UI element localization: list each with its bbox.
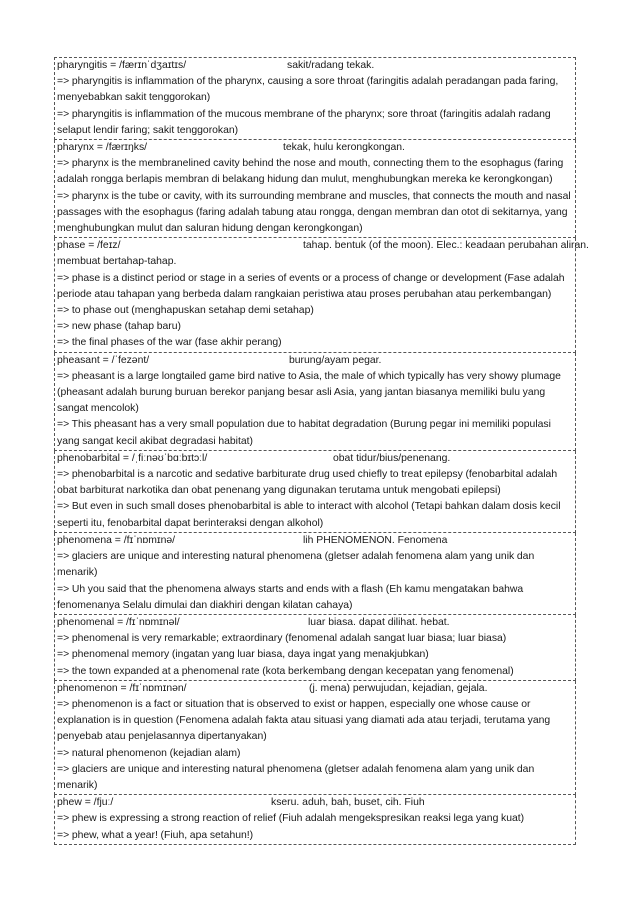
example-line: => phenomenal memory (ingatan yang luar biasa, daya ingat yang menakjubkan) — [57, 649, 429, 661]
headword: pharynx = /færɪŋks/ — [57, 142, 148, 154]
example-line: => natural phenomenon (kejadian alam) — [57, 747, 241, 759]
definition: luar biasa. dapat dilihat. hebat. — [308, 616, 450, 628]
example-line: => new phase (tahap baru) — [57, 321, 181, 333]
example-line: => phew is expressing a strong reaction of relief (Fiuh adalah mengekspresikan reaksi lega yang kuat) — [57, 813, 525, 825]
definition: (j. mena) perwujudan, kejadian, gejala. — [309, 682, 488, 694]
headword-line — [57, 795, 573, 811]
dictionary-entry — [54, 533, 576, 615]
example-line: => This pheasant has a very small population due to habitat degradation (Burung pegar ini memiliki populasi yang sangat kecil akibat degradasi habitat) — [57, 419, 551, 447]
definition: burung/ayam pegar. — [289, 354, 382, 366]
example-line: => pheasant is a large longtailed game bird native to Asia, the male of which typically has very showy plumage (pheasant adalah burung buruan berekor panjang besar asli Asia, yang jantan biasanya memiliki bulu yang sangat mencolok) — [57, 370, 561, 415]
headword: pharyngitis = /færɪnˈdʒaɪtɪs/ — [57, 60, 187, 71]
headword: phenomena = /fɪˈnɒmɪnə/ — [57, 534, 176, 546]
definition: sakit/radang tekak. — [287, 60, 375, 71]
example-line: => phenobarbital is a narcotic and sedative barbiturate drug used chiefly to treat epilepsy (fenobarbital adalah obat barbiturat narkotika dan obat penenang yang digunakan terutama untuk mengobati epilepsi) — [57, 469, 558, 497]
definition: obat tidur/bius/penenang. — [333, 452, 451, 464]
dictionary-entry — [54, 615, 576, 681]
headword: phenobarbital = /ˌfiːnəʊˈbɑːbɪtɔːl/ — [57, 452, 208, 464]
example-line: => phenomenal is very remarkable; extraordinary (fenomenal adalah sangat luar biasa; luar biasa) — [57, 633, 507, 645]
definition: lih PHENOMENON. Fenomena — [303, 534, 448, 546]
headword: phew = /fjuː/ — [57, 797, 114, 809]
example-line: => glaciers are unique and interesting natural phenomena (gletser adalah fenomena alam yang unik dan menarik) — [57, 551, 535, 579]
example-line: membuat bertahap-tahap. — [57, 256, 177, 268]
dictionary-entry — [54, 238, 589, 352]
headword-line — [57, 238, 589, 254]
example-line: => the town expanded at a phenomenal rate (kota berkembang dengan kecepatan yang fenomenal) — [57, 665, 514, 677]
definition: kseru. aduh, bah, buset, cih. Fiuh — [271, 797, 425, 809]
definition: tekak, hulu kerongkongan. — [283, 142, 405, 154]
example-line: => Uh you said that the phenomena always starts and ends with a flash (Eh kamu mengatakan bahwa fenomenanya Selalu dimulai dan diakhiri dengan kilatan cahaya) — [57, 583, 524, 611]
example-line: => phase is a distinct period or stage in a series of events or a process of change or development (Fase adalah periode atau tahapan yang berbeda dalam rangkaian peristiwa atau proses perubahan atau perkembangan) — [57, 272, 565, 300]
example-line: => pharynx is the membranelined cavity behind the nose and mouth, connecting them to the esophagus (faring adalah rongga berlapis membran di belakang hidung dan mulut, menghubungkan mereka ke kerongkongan) — [57, 158, 564, 186]
example-line: => to phase out (menghapuskan setahap demi setahap) — [57, 305, 314, 317]
headword: phenomenal = /fɪˈnɒmɪnəl/ — [57, 616, 180, 628]
example-line: => But even in such small doses phenobarbital is able to interact with alcohol (Tetapi bahkan dalam dosis kecil seperti itu, fenobarbital dapat berinteraksi dengan alkohol) — [57, 501, 561, 529]
example-line: => pharyngitis is inflammation of the mucous membrane of the pharynx; sore throat (faringitis adalah radang selaput lendir faring; sakit tenggorokan) — [57, 108, 551, 136]
headword: phenomenon = /fɪˈnɒmɪnən/ — [57, 682, 187, 694]
headword-line — [57, 353, 573, 369]
headword-line — [57, 58, 573, 74]
example-line: => pharyngitis is inflammation of the pharynx, causing a sore throat (faringitis adalah peradangan pada faring, menyebabkan sakit tenggorokan) — [57, 76, 559, 104]
example-line: => phenomenon is a fact or situation that is observed to exist or happen, especially one whose cause or explanation is in question (Fenomena adalah fakta atau situasi yang diamati ada atau terjadi, terutama yang penyebab atau penjelasannya dipertanyakan) — [57, 698, 551, 743]
example-line: => the final phases of the war (fase akhir perang) — [57, 337, 282, 349]
headword-line — [57, 681, 573, 697]
dictionary-entry — [54, 681, 576, 795]
example-line: => pharynx is the tube or cavity, with its surrounding membrane and muscles, that connects the mouth and nasal passages with the esophagus (faring adalah tabung atau rongga, dengan membran dan otot di sekitarnya, yang menghubungkan mulut dan saluran hidung dengan kerongkongan) — [57, 190, 571, 235]
headword: pheasant = /ˈfezənt/ — [57, 354, 150, 366]
dictionary-entry — [54, 57, 576, 140]
dictionary-entry — [54, 451, 576, 533]
dictionary-entry — [54, 795, 576, 845]
dictionary-entry — [54, 353, 576, 451]
example-line: => phew, what a year! (Fiuh, apa setahun!) — [57, 829, 254, 841]
definition: tahap. bentuk (of the moon). Elec.: keadaan perubahan aliran. — [303, 240, 589, 252]
dictionary-entry — [54, 140, 576, 238]
headword-line — [57, 140, 573, 156]
headword-line — [57, 451, 573, 467]
dictionary-page — [54, 57, 589, 845]
headword-line — [57, 533, 573, 549]
example-line: => glaciers are unique and interesting natural phenomena (gletser adalah fenomena alam yang unik dan menarik) — [57, 763, 535, 791]
headword-line — [57, 615, 573, 631]
headword: phase = /feɪz/ — [57, 240, 121, 252]
